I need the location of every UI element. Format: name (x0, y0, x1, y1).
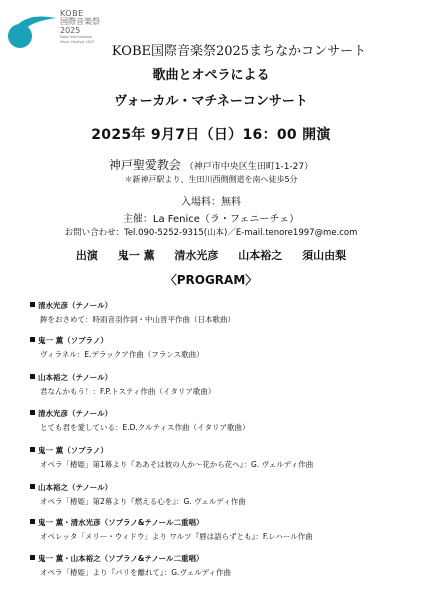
program-performer: 山本裕之（テノール） (30, 482, 410, 493)
performer-name: 清水光彦 (174, 249, 219, 262)
event-subtitle-1: 歌曲とオペラによる (152, 68, 270, 83)
program-item (30, 482, 410, 507)
program-performer: 鬼一 薫（ソプラノ） (30, 335, 410, 346)
program-item (30, 300, 410, 325)
venue (0, 156, 422, 173)
program-piece: とても君を愛している：E.D.クルティス作曲（イタリア歌曲） (40, 423, 250, 432)
organizer-info: 主催：La Fenice（ラ・フェニーチェ） (122, 214, 300, 225)
contact-info: お問い合わせ：Tel.090-5252-9315(山本)／E-mail.tenore1997@me.com (64, 228, 358, 238)
bullet-square-icon (30, 447, 35, 452)
bullet-square-icon (30, 484, 35, 489)
program-piece: ヴィラネル：E.デラックア作曲（フランス歌曲） (40, 350, 204, 359)
performers-line (0, 247, 422, 263)
performer-name: 須山由梨 (302, 249, 347, 262)
logo-line-2: 国際音楽祭 (60, 17, 100, 27)
event-title: KOBE国際音楽祭2025まちなかコンサート (111, 44, 367, 59)
access-info: ＊新神戸駅より、生田川西側側道を南へ徒歩5分 (124, 175, 298, 184)
program-performer: 鬼一 薫・山本裕之（ソプラノ&テノール二重唱） (30, 553, 410, 564)
performer-name: 山本裕之 (238, 249, 283, 262)
bullet-square-icon (30, 374, 35, 379)
bullet-square-icon (30, 302, 35, 307)
event-datetime: 2025年 9月7日（日）16：00 開演 (91, 127, 331, 143)
program-heading: 〈PROGRAM〉 (164, 273, 258, 287)
logo-line-3: 2025 (60, 25, 81, 35)
logo-small-1: Kobe International (60, 35, 93, 40)
program-performer: 山本裕之（テノール） (30, 372, 410, 383)
program-piece: オペラ「椿姫」第2幕より『燃える心を』：G. ヴェルディ作曲 (40, 497, 246, 506)
program-performer: 清水光彦（テノール） (30, 408, 410, 419)
program-piece: オペレッタ「メリー・ウィドウ」より ワルツ『唇は語らずとも』：F.レハール作曲 (40, 532, 313, 541)
program-item (30, 372, 410, 397)
program-piece: 君なんかもう！：F.P.トスティ作曲（イタリア歌曲） (40, 387, 216, 396)
program-item (30, 553, 410, 578)
program-item (30, 335, 410, 360)
event-subtitle-2: ヴォーカル・マチネーコンサート (114, 94, 308, 109)
performers-label: 出演 (75, 249, 98, 262)
admission-info: 入場料：無料 (181, 197, 241, 208)
performer-name: 鬼一 薫 (117, 249, 155, 262)
logo-small-2: Music Festival 2025 (60, 39, 95, 44)
venue-address: （神戸市中央区生田町1-1-27） (184, 162, 314, 172)
program-item (30, 445, 410, 470)
program-piece: オペラ「椿姫」第1幕より『ああそは彼の人か〜花から花へ』：G. ヴェルディ作曲 (40, 460, 314, 469)
bullet-square-icon (30, 519, 35, 524)
program-performer: 鬼一 薫・清水光彦（ソプラノ&テノール二重唱） (30, 517, 410, 528)
bullet-square-icon (30, 555, 35, 560)
program-piece: 鉾をおさめて：時雨音羽作詞・中山晋平作曲（日本歌曲） (40, 315, 235, 324)
program-item (30, 408, 410, 433)
venue-name: 神戸聖愛教会 (108, 158, 181, 172)
program-piece: オペラ「椿姫」より『パリを離れて』：G.ヴェルディ作曲 (40, 568, 232, 577)
program-performer: 鬼一 薫（ソプラノ） (30, 445, 410, 456)
program-item (30, 517, 410, 542)
logo-line-1: KOBE (60, 9, 84, 18)
bullet-square-icon (30, 410, 35, 415)
bullet-square-icon (30, 337, 35, 342)
program-performer: 清水光彦（テノール） (30, 300, 410, 311)
